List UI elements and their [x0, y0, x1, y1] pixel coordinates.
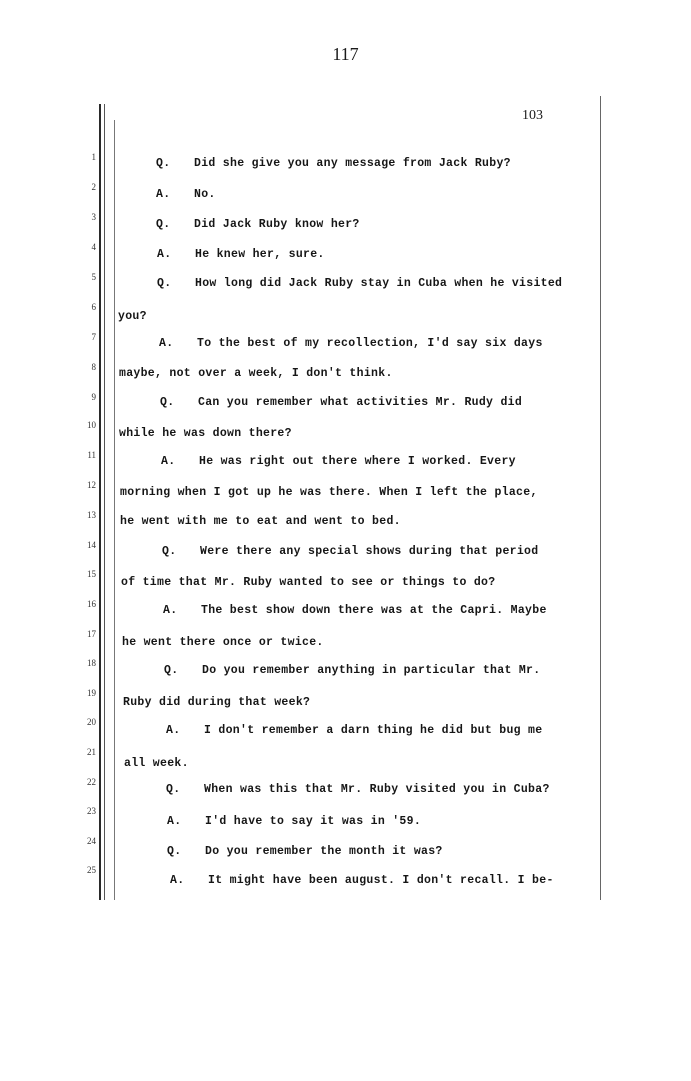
transcript-line — [120, 515, 401, 528]
line-text: Did she give you any message from Jack Ruby? — [194, 157, 511, 170]
line-text: He was right out there where I worked. Every — [199, 455, 516, 468]
left-margin-rule-third — [114, 120, 115, 900]
transcript-line — [163, 604, 547, 617]
page-number-inner: 103 — [522, 108, 543, 123]
speaker-label: A. — [163, 604, 178, 617]
line-text: of time that Mr. Ruby wanted to see or things to do? — [121, 576, 496, 589]
line-number: 21 — [87, 747, 96, 757]
transcript-line — [157, 277, 562, 290]
line-number: 17 — [87, 629, 96, 639]
line-text: Do you remember anything in particular that Mr. — [202, 664, 541, 677]
page-number-top: 117 — [332, 44, 359, 64]
line-text: Did Jack Ruby know her? — [194, 218, 360, 231]
line-number: 18 — [87, 658, 96, 668]
line-number: 19 — [87, 688, 96, 698]
speaker-label: Q. — [156, 157, 171, 170]
left-margin-rule — [99, 104, 101, 900]
transcript-line — [156, 188, 216, 201]
line-number: 15 — [87, 569, 96, 579]
transcript-line — [167, 845, 443, 858]
speaker-label: Q. — [164, 664, 179, 677]
transcript-line — [124, 757, 189, 770]
left-margin-rule-inner — [104, 104, 105, 900]
speaker-label: Q. — [156, 218, 171, 231]
line-number: 11 — [87, 450, 96, 460]
line-number: 23 — [87, 806, 96, 816]
line-text: The best show down there was at the Capri. Maybe — [201, 604, 547, 617]
speaker-label: A. — [157, 248, 172, 261]
line-number: 1 — [91, 152, 96, 162]
line-number: 4 — [91, 242, 96, 252]
line-number: 3 — [91, 212, 96, 222]
line-text: To the best of my recollection, I'd say six days — [197, 337, 543, 350]
speaker-label: Q. — [157, 277, 172, 290]
line-text: all week. — [124, 757, 189, 770]
transcript-line — [166, 724, 542, 737]
line-text: Can you remember what activities Mr. Rudy did — [198, 396, 523, 409]
transcript-line — [123, 696, 310, 709]
line-number: 13 — [87, 510, 96, 520]
line-number: 22 — [87, 777, 96, 787]
transcript-line — [121, 576, 495, 589]
line-number: 12 — [87, 480, 96, 490]
line-text: morning when I got up he was there. When I left the place, — [120, 486, 538, 499]
line-text: maybe, not over a week, I don't think. — [119, 367, 393, 380]
transcript-line — [160, 396, 522, 409]
line-number: 6 — [91, 302, 96, 312]
line-text: he went there once or twice. — [122, 636, 324, 649]
transcript-line — [157, 248, 325, 261]
speaker-label: Q. — [162, 545, 177, 558]
line-text: No. — [194, 188, 216, 201]
transcript-line — [162, 545, 538, 558]
line-number: 24 — [87, 836, 96, 846]
line-number: 20 — [87, 717, 96, 727]
line-number: 7 — [91, 332, 96, 342]
line-number: 9 — [91, 392, 96, 402]
speaker-label: Q. — [160, 396, 175, 409]
line-text: He knew her, sure. — [195, 248, 325, 261]
line-number: 10 — [87, 420, 96, 430]
transcript-line — [119, 367, 393, 380]
line-number: 16 — [87, 599, 96, 609]
transcript-line — [122, 636, 324, 649]
line-text: How long did Jack Ruby stay in Cuba when he visited — [195, 277, 563, 290]
transcript-line — [167, 815, 421, 828]
transcript-line — [166, 783, 550, 796]
right-margin-rule — [600, 96, 601, 900]
line-text: I don't remember a darn thing he did but bug me — [204, 724, 543, 737]
transcript-line — [161, 455, 516, 468]
line-text: I'd have to say it was in '59. — [205, 815, 422, 828]
transcript-line — [170, 874, 554, 887]
line-text: you? — [118, 310, 147, 323]
line-text: Ruby did during that week? — [123, 696, 311, 709]
transcript-line — [156, 218, 360, 231]
transcript-line — [118, 310, 147, 323]
transcript-line — [159, 337, 543, 350]
line-text: while he was down there? — [119, 427, 292, 440]
speaker-label: A. — [156, 188, 171, 201]
line-number: 2 — [91, 182, 96, 192]
line-number: 5 — [91, 272, 96, 282]
transcript-line — [156, 157, 511, 170]
line-number: 14 — [87, 540, 96, 550]
transcript-line — [120, 486, 538, 499]
line-number: 8 — [91, 362, 96, 372]
speaker-label: A. — [166, 724, 181, 737]
line-text: Do you remember the month it was? — [205, 845, 443, 858]
line-text: It might have been august. I don't recall. I be- — [208, 874, 554, 887]
line-text: When was this that Mr. Ruby visited you in Cuba? — [204, 783, 550, 796]
speaker-label: Q. — [166, 783, 181, 796]
speaker-label: A. — [167, 815, 182, 828]
speaker-label: Q. — [167, 845, 182, 858]
transcript-line — [164, 664, 540, 677]
line-number: 25 — [87, 865, 96, 875]
line-text: he went with me to eat and went to bed. — [120, 515, 401, 528]
transcript-line — [119, 427, 292, 440]
speaker-label: A. — [159, 337, 174, 350]
speaker-label: A. — [170, 874, 185, 887]
speaker-label: A. — [161, 455, 176, 468]
line-text: Were there any special shows during that period — [200, 545, 539, 558]
